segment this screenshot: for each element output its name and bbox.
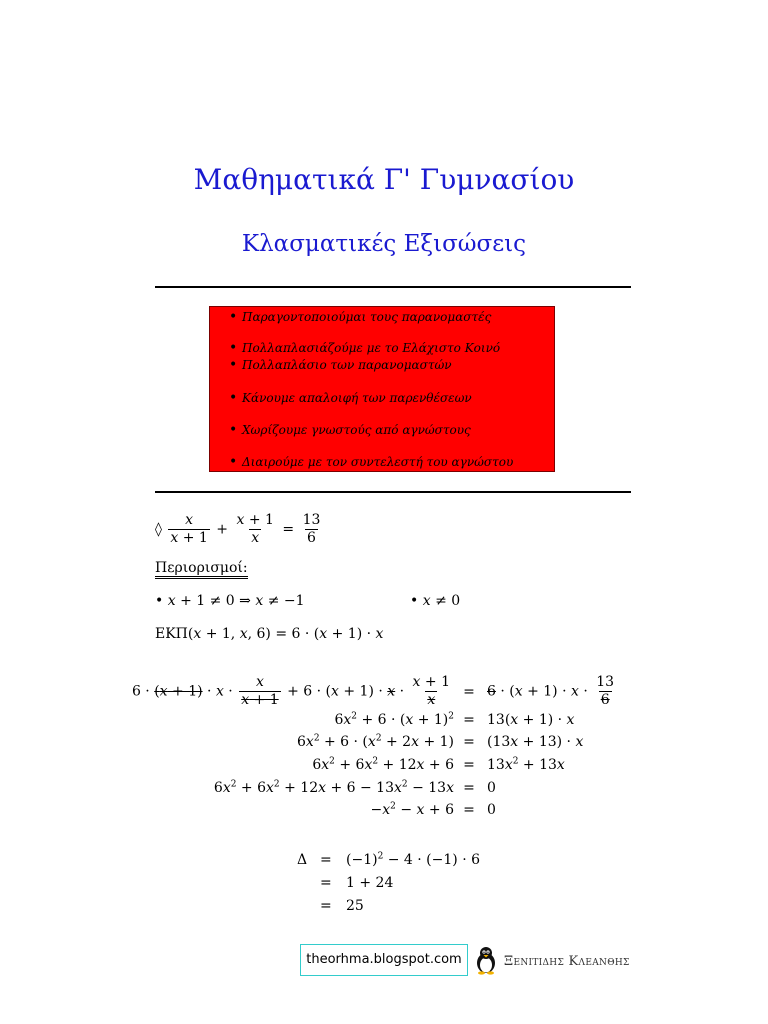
blog-link[interactable]: theorhma.blogspot.com — [300, 944, 468, 976]
divider-bottom — [155, 491, 631, 493]
step-item: • Διαιρούμε με τον συντελεστή του αγνώστου — [242, 454, 513, 470]
equation-line-rhs: $13x^2 + 13x$ — [487, 756, 565, 773]
lcm-label: ΕΚΠ — [155, 626, 188, 642]
equation-line-rhs: 0 — [487, 780, 496, 796]
page-subtitle: Κλασματικές Εξισώσεις — [241, 231, 527, 257]
step-item: • Κάνουμε απαλοιφή των παρενθέσεων — [242, 390, 472, 406]
step-item: • Πολλαπλασιάζούμε με το Ελάχιστο Κοινό — [242, 340, 500, 356]
step-item: • Χωρίζουμε γνωστούς από αγνώστους — [242, 422, 471, 438]
equation-line-rel: = — [463, 734, 475, 750]
discriminant-value: 25 — [346, 898, 364, 914]
steps-box — [209, 306, 555, 472]
equation-line-lhs: $6x^2 + 6 \cdot (x^2 + 2x + 1)$ — [296, 733, 454, 750]
step-item-continuation — [242, 357, 452, 373]
equation-line-lhs: $-x^2 - x + 6$ — [370, 801, 454, 818]
discriminant-rel: = — [320, 875, 332, 891]
restriction-item: • x + 1 ≠ 0 ⇒ x ≠ −1 — [155, 593, 305, 609]
penguin-icon — [474, 945, 498, 975]
step-item: • Παραγοντοποιούμαι τους παρανομαστές — [242, 309, 491, 325]
fraction: $\frac{x + 1}{x}$ — [236, 512, 274, 546]
discriminant-rel: = — [320, 852, 332, 868]
fraction: $\frac{x}{x + 1}$ — [170, 512, 208, 546]
divider-top — [155, 286, 631, 288]
discriminant-value: $(-1)^2 - 4 \cdot (-1) \cdot 6$ — [346, 851, 481, 868]
equation-line-lhs: $6x^2 + 6x^2 + 12x + 6$ — [312, 756, 454, 773]
equation-line-lhs: $6x^2 + 6x^2 + 12x + 6 - 13x^2 - 13x$ — [213, 779, 454, 796]
page-title: Μαθηματικά Γ' Γυμνασίου — [193, 163, 575, 196]
equation-line-rhs: 6 · (x + 1) · x · $\frac{13}{6}$ — [487, 674, 615, 708]
step-continuation-text: Πολλαπλάσιο των παρανομαστών — [242, 358, 452, 372]
equation-line-rhs: 13(x + 1) · x — [487, 712, 575, 728]
equation-line-rhs: (13x + 13) · x — [487, 734, 584, 750]
equation-line-rel: = — [463, 684, 475, 700]
equation-line-lhs: $6x^2 + 6 \cdot (x + 1)^2$ — [334, 711, 454, 728]
diamond-icon: ◊ — [155, 521, 162, 538]
discriminant-value: 1 + 24 — [346, 875, 394, 891]
equation-line-lhs: 6 · (x + 1) · x · $\frac{x}{x + 1}$ + 6 · (x + 1) · x · $\frac{x + 1}{x}$ — [131, 674, 450, 708]
restrictions-heading: Περιορισμοί: — [155, 561, 248, 579]
author-name: Ξενιτιδης Κλεανθης — [504, 954, 630, 969]
discriminant-symbol: Δ — [297, 852, 308, 868]
discriminant-rel: = — [320, 898, 332, 914]
equation-line-rel: = — [463, 712, 475, 728]
equation-line-rel: = — [463, 802, 475, 818]
equation-statement: ◊ $\frac{x}{x + 1}$ + $\frac{x + 1}{x}$ = $\frac{13}{6}$ — [155, 512, 321, 546]
fraction: $\frac{13}{6}$ — [302, 512, 321, 546]
equation-line-rel: = — [463, 780, 475, 796]
equation-line-rel: = — [463, 757, 475, 773]
lcm-line: ΕΚΠ(x + 1, x, 6) = 6 · (x + 1) · x — [155, 626, 384, 642]
equation-line-rhs: 0 — [487, 802, 496, 818]
restriction-item: • x ≠ 0 — [410, 593, 461, 609]
